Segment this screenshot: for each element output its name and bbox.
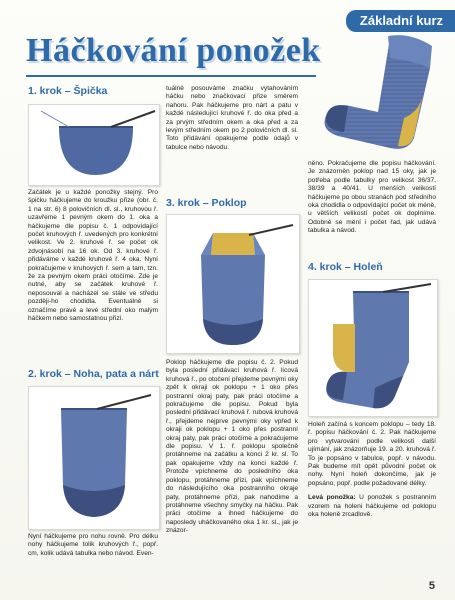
step3-heading: 3. krok – Poklop <box>166 197 247 209</box>
column2-text-top: tuálně posouváme značku vytahováním háčku nebo značkovací přize směrem nahoru. Pak háčkujeme pro nárt a patu v každé následující kruhové ř. do oka před a za prvým středním okem a oka před a za levým středním okem po 2 polovičních dl. sl. Toto přidávání opakujeme podle údajů v tabulce nebo návodu. <box>166 85 298 151</box>
page-number: 5 <box>428 580 435 592</box>
step1-text: Začátek je u každé ponožky stejný. Pro špičku háčkujeme do kroužku přize (obr. č. 1 na str. 6) 8 polovičních dl. sl., kruhovou ř. uzavřeme 1 pevným okem do 1. oka a háčkujeme dle popisu č. 1 odpovídající počet kruhových ř. uvedených pro konkrétní velikost. Ve 2. kruhové ř. se počet ok zdvojnásobí na 16 ok. Od 3. kruhové ř. přidáváme v každé kruhové ř. 4 oka. Nyní pokračujeme v kruhových ř. sem a tam, tzn. že za pevným okem práci otočíme. Zde je nutné, aby se začátek kruhové ř. neposouval a nacházel se stále ve středu později-ho chodidla. Eventuálně si označíme pravé a levé střední oko malým háčkem nebo samostatnou přizí. <box>28 189 158 323</box>
column3-text-top: něno. Pokračujeme dle popisu háčkování. Je znázorněn poklop nad 15 oky, jak je potřeba podle tabulky pro velikost 36/37, 38/39 a 40/41. U menších velikostí háčkujeme po obou stranách pod středního oka chodidla o odpovídající počet ok méně, u větších velikostí počet ok doplníme. Odobně se mění i počet řad, jak udává tabulka a návod. <box>308 160 436 235</box>
step4-body: Holeň začíná s koncem poklopu – tedy 18. ř. popisu háčkování č. 2. Pak háčkujeme pro vytvarování podle velikosti další ujímání, jak znázorňuje 19. a 20. kruhová ř. To je popsáno v tabulce, popř. v návodu. Pak budeme mít opět původní počet ok nohy. Nyní holeň dokončíme, jak je popsáno, popř. podle požadované délky. <box>308 421 436 487</box>
left-sock-note: U ponožek s postranním vzorem na holeni háčkujeme od poklopu oka holeně zrcadlově. <box>308 494 436 519</box>
title-underline <box>26 75 316 77</box>
step4-heading: 4. krok – Holeň <box>308 261 383 273</box>
step1-toe-image <box>28 104 160 186</box>
step3-gusset-image <box>166 214 300 354</box>
step1-heading: 1. krok – Špička <box>28 85 108 97</box>
step4-leg-image <box>308 279 438 417</box>
step2-foot-image <box>28 386 160 530</box>
page-title: Háčkování ponožek <box>26 32 321 69</box>
step4-text <box>308 421 436 519</box>
step3-text: Poklop háčkujeme dle popisu č. 2. Pokud byla poslední přidávací kruhová ř. lícová kruhová ř., po otočení přejdeme pevnými oky zpět k okraji ok poklopu + 1 oko přes postranní okraj paty, pak práci otočíme a pokračujeme dle popisu. Pokud byla poslední přidávací kruhová ř. rubová kruhová ř., přejdeme nejprve pevnými oky vpřed k okraji ok poklopu + 1 oko přes postranní okraj paty, pak práci otočíme a pokračujeme dle popisu. V 1. ř. poklopu společně protáhneme na začátku a konci 2 kr. sl. To pak opakujeme vždy na konci každé ř. Protože vpíchneme do posledního oka poklopu, protáhneme přízi, pak vpíchneme do následujícího oka postranního okraje paty, protáhneme přízi, pak nahodíme a protáhneme všechny smyčky na háčku. Pak práci otočíme a ihned háčkujeme do naposledy uháčkovaného oka 1 kr. sl., jak je znázor- <box>166 359 298 535</box>
step2-heading: 2. krok – Noha, pata a nárt <box>28 368 159 380</box>
hero-sock-image <box>318 28 444 156</box>
left-sock-label: Levá ponožka: <box>308 494 356 502</box>
step2-text: Nyní háčkujeme pro nohu rovně. Pro délku nohy háčkujeme tolik kruhových ř., popř. cm, kolik udává tabulka nebo návod. Even- <box>28 533 158 557</box>
course-badge: Základní kurz <box>346 10 455 32</box>
